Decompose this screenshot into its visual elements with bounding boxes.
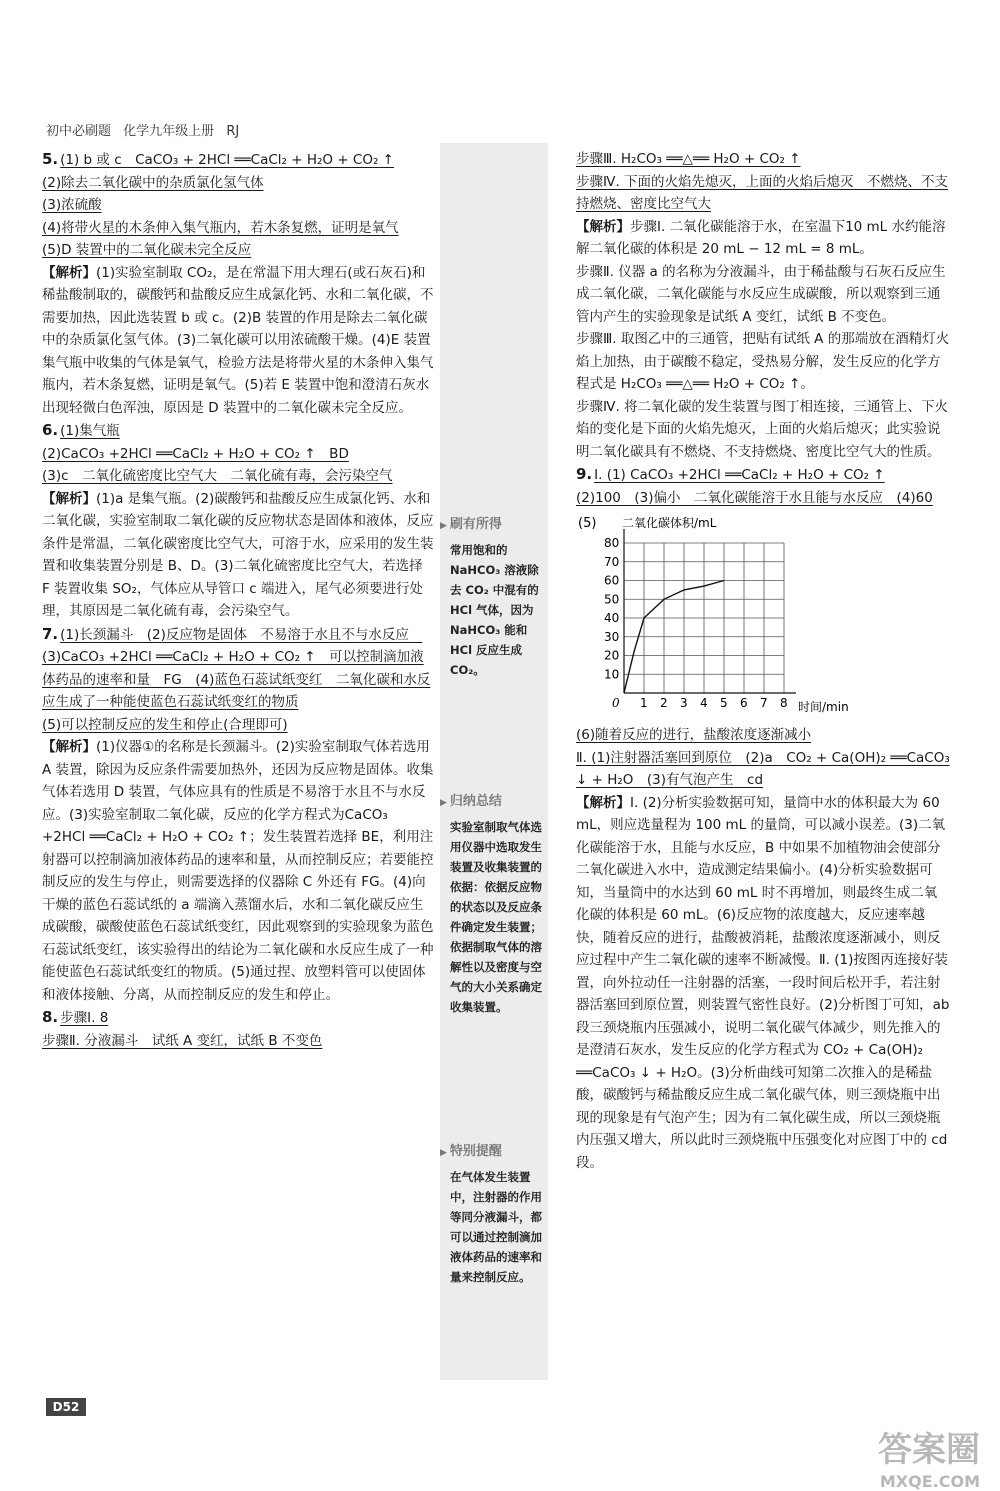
answer-paragraph [576,487,950,510]
answer-text: Ⅰ. (2)分析实验数据可知，量筒中水的体积最大为 60 mL，则应选量程为 100 mL 的量筒，可以减小误差。(3)二氧化碳能溶于水，且能与水反应，B 中如果不加植物油会使部分二氧化碳进入水中，造成测定结果偏小。(4)分析实验数据可知，当量筒中的水达到 60 mL 时不再增加，则最终生成二氧化碳的体积是 60 mL。(6)反应物的浓度越大，反应速率越快，随着反应的进行，盐酸被消耗，盐酸浓度逐渐减小，则反应过程中产生二氧化碳的速率不断减慢。Ⅱ. (1)按图丙连接好装置，向外拉动任一注射器的活塞，一段时间后松开手，若注射器活塞回到原位置，则装置气密性良好。(2)分析图丁可知，ab 段三颈烧瓶内压强减小，说明二氧化碳气体减少，则先推入的是澄清石灰水，发生反应的化学方程式为 CO₂ + Ca(OH)₂ ══CaCO₃ ↓ + H₂O。(3)分析曲线可知第二次推入的是稀盐酸，碳酸钙与稀盐酸反应生成二氧化碳气体，则三颈烧瓶中出现的现象是有气泡产生；因为有二氧化碳生成，所以三颈烧瓶内压强又增大，所以此时三颈烧瓶中压强变化对应图丁中的 cd 段。 [576,794,950,1171]
y-tick-label: 20 [604,648,620,663]
answer-text: (6)随着反应的进行，盐酸浓度逐渐减小 [576,727,812,743]
x-tick-label: 5 [720,696,728,710]
answer-paragraph [576,328,950,396]
note-body: 常用饱和的 NaHCO₃ 溶液除去 CO₂ 中混有的 HCl 气体，因为 NaHCO₃ 能和 HCl 反应生成 CO₂。 [450,543,539,677]
answer-text: 步骤Ⅰ. 二氧化碳能溶于水，在室温下10 mL 水约能溶解二氧化碳的体积是 20 mL − 12 mL = 8 mL。 [576,218,946,257]
answer-paragraph [42,419,434,443]
analysis-tag: 【解析】 [42,490,96,507]
chart-number: (5) [578,516,597,531]
answer-text: (1)a 是集气瓶。(2)碳酸钙和盐酸反应生成氯化钙、水和二氧化碳，实验室制取二氧化碳的反应物状态是固体和液体，反应条件是常温，二氧化碳密度比空气大，可溶于水，应采用的发生装置和收集装置分别是 B、D。(3)二氧化硫密度比空气大，若选择 F 装置收集 SO₂，气体应从导管口 c 端进入，尾气必须要进行处理，其原因是二氧化硫有毒，会污染空气。 [42,490,434,619]
answer-paragraph [42,488,434,623]
origin-label: 0 [612,696,620,710]
answer-paragraph [576,148,950,171]
x-tick-label: 4 [700,696,708,710]
y-tick-label: 50 [604,592,620,607]
note-title: ▶ 刷有所得 [440,515,548,536]
answer-text: (3)c 二氧化硫密度比空气大 二氧化硫有毒，会污染空气 [42,468,393,484]
answer-paragraph [42,443,434,466]
left-column [42,148,434,1052]
answer-text: (2)CaCO₃ +2HCl ══CaCl₂ + H₂O + CO₂ ↑ BD [42,445,349,462]
answer-text: (5)可以控制反应的发生和停止(合理即可) [42,716,288,733]
analysis-tag: 【解析】 [576,794,630,811]
answer-text: 步骤Ⅲ. H₂CO₃ ══△══ H₂O + CO₂ ↑ [576,151,801,167]
answer-paragraph [42,172,434,195]
question-number: 8. [42,1008,59,1026]
y-tick-label: 40 [604,611,620,625]
answer-text: Ⅰ. (1) CaCO₃ +2HCl ══CaCl₂ + H₂O + CO₂ ↑ [594,467,885,483]
answer-text: (1)实验室制取 CO₂，是在常温下用大理石(或石灰石)和稀盐酸制取的，碳酸钙和盐酸反应生成氯化钙、水和二氧化碳，不需要加热，因此选装置 b 或 c。(2)B 装置的作用是除去二氧化碳中的杂质氯化氢气体。(3)二氧化碳可以用浓硫酸干燥。(4)E 装置集气瓶中收集的气体是氧气，检验方法是将带火星的木条伸入集气瓶内，若木条复燃，证明是氧气。(5)若 E 装置中饱和澄清石灰水出现轻微白色浑浊，原因是 D 装置中的二氧化碳未完全反应。 [42,264,434,416]
running-header [46,120,247,139]
y-tick-label: 70 [604,554,620,569]
answer-paragraph [42,217,434,240]
page-number: D52 [46,1398,86,1416]
answer-paragraph [42,262,434,420]
note-body: 在气体发生装置中，注射器的作用等同分液漏斗，都可以通过控制滴加液体药品的速率和量来控制反应。 [450,1170,542,1284]
series-name: 初中必刷题 [46,124,112,139]
answer-text: (3)浓硫酸 [42,197,102,213]
note-title: ▶ 归纳总结 [440,792,548,813]
answer-text: 步骤Ⅰ. 8 [60,1010,109,1026]
answer-text: (1)长颈漏斗 (2)反应物是固体 不易溶于水且不与水反应 (3)CaCO₃ +2HCl ══CaCl₂ + H₂O + CO₂ ↑ 可以控制滴加液体药品的速率和量 FG (4)蓝色石蕊试纸变红 二氧化碳和水反应生成了一种能使蓝色石蕊试纸变红的物质 [42,626,431,710]
answer-text: (2)100 (3)偏小 二氧化碳能溶于水且能与水反应 (4)60 [576,489,933,506]
answer-text: (1)仪器①的名称是长颈漏斗。(2)实验室制取气体若选用 A 装置，除因为反应条件需要加热外，还因为反应物是固体。收集气体若选用 D 装置，气体应具有的性质是不易溶于水且不与水反应。(3)实验室制取二氧化碳，反应的化学方程式为CaCO₃ +2HCl ══CaCl₂ + H₂O + CO₂ ↑；发生装置若选择 BE，利用注射器可以控制滴加液体药品的速率和量，从而控制反应；若要能控制反应的发生与停止，则需要选择的仪器除 C 外还有 FG。(4)向干燥的蓝色石蕊试纸的 a 端滴入蒸馏水后，水和二氧化碳反应生成碳酸，碳酸使蓝色石蕊试纸变红，因此观察到的实验现象为蓝色石蕊试纸变红，该实验得出的结论为二氧化碳和水反应生成了一种能使蓝色石蕊试纸变红的物质。(5)通过捏、放塑料管可以使固体和液体接触、分离，从而控制反应的发生和停止。 [42,739,434,1003]
book-title: 化学九年级上册 [123,124,215,139]
answer-paragraph [42,1030,434,1053]
answer-paragraph [576,396,950,464]
answer-paragraph [42,239,434,262]
y-tick-label: 60 [604,573,620,588]
answer-text: (1)集气瓶 [60,423,120,439]
y-axis-label: 二氧化碳体积/mL [622,516,717,530]
answer-text: (2)除去二氧化碳中的杂质氯化氢气体 [42,174,264,191]
answer-paragraph [42,148,434,172]
answer-text: (5)D 装置中的二氧化碳未完全反应 [42,242,252,258]
answer-text: 步骤Ⅳ. 下面的火焰先熄灭，上面的火焰后熄灭 不燃烧、不支持燃烧、密度比空气大 [576,173,949,212]
x-tick-label: 3 [680,696,688,710]
watermark-logo: 答案圈 [878,1430,980,1470]
answer-text: 步骤Ⅱ. 仪器 a 的名称为分液漏斗，由于稀盐酸与石灰石反应生成二氧化碳，二氧化碳能与水反应生成碳酸，所以观察到三通管内产生的实验现象是试纸 A 变红，试纸 B 不变色。 [576,263,946,325]
answer-text: 步骤Ⅲ. 取图乙中的三通管，把贴有试纸 A 的那端放在酒精灯火焰上加热，由于碳酸不稳定，受热易分解，发生反应的化学方程式是 H₂CO₃ ══△══ H₂O + CO₂ ↑。 [576,331,950,392]
answer-text: 步骤Ⅳ. 将二氧化碳的发生装置与图丁相连接，三通管上、下火焰的变化是下面的火焰先熄灭，上面的火焰后熄灭；此实验说明二氧化碳具有不燃烧、不支持燃烧、密度比空气大的性质。 [576,398,949,460]
y-tick-label: 80 [604,536,620,550]
answer-paragraph [42,465,434,488]
chart-svg [576,513,849,718]
answer-text: (1) b 或 c CaCO₃ + 2HCl ══CaCl₂ + H₂O + CO₂ ↑ [60,152,394,168]
edition: RJ [226,124,240,139]
note-box [440,515,548,680]
analysis-tag: 【解析】 [42,739,96,755]
co2-volume-chart [576,513,950,718]
answer-paragraph [576,463,950,487]
analysis-tag: 【解析】 [576,218,630,235]
note-box [440,792,548,1017]
note-box [440,1142,548,1287]
answer-paragraph [42,194,434,217]
analysis-tag: 【解析】 [42,264,96,281]
answer-paragraph [576,724,950,747]
question-number: 6. [42,421,59,439]
answer-paragraph [576,216,950,261]
answer-paragraph [576,747,950,792]
answer-paragraph [576,792,950,1175]
watermark-url: MXQE.COM [879,1472,980,1491]
right-top-text [576,148,950,509]
answer-paragraph [576,171,950,216]
answer-paragraph [42,623,434,714]
x-tick-label: 8 [780,696,788,710]
answer-paragraph [576,261,950,329]
y-tick-label: 10 [604,667,620,682]
note-title: ▶ 特别提醒 [440,1142,548,1163]
x-tick-label: 6 [740,696,748,710]
x-tick-label: 7 [760,696,768,710]
answer-paragraph [42,736,434,1006]
note-body: 实验室制取气体选用仪器中选取发生装置及收集装置的依据：依据反应物的状态以及反应条件确定发生装置；依据制取气体的溶解性以及密度与空气的大小关系确定收集装置。 [450,820,542,1014]
x-axis-label: 时间/min [798,700,849,714]
x-tick-label: 2 [660,696,668,710]
question-number: 9. [576,465,593,483]
x-tick-label: 1 [640,696,648,710]
answer-paragraph [42,1006,434,1030]
answer-text: Ⅱ. (1)注射器活塞回到原位 (2)a CO₂ + Ca(OH)₂ ══CaCO₃ ↓ + H₂O (3)有气泡产生 cd [576,749,950,788]
answer-text: (4)将带火星的木条伸入集气瓶内，若木条复燃，证明是氧气 [42,219,399,236]
right-column [576,148,950,1174]
question-number: 5. [42,150,59,168]
question-number: 7. [42,624,59,643]
answer-text: 步骤Ⅱ. 分液漏斗 试纸 A 变红，试纸 B 不变色 [42,1032,323,1049]
right-bottom-text [576,724,950,1174]
answer-paragraph [42,714,434,737]
y-tick-label: 30 [604,629,620,644]
